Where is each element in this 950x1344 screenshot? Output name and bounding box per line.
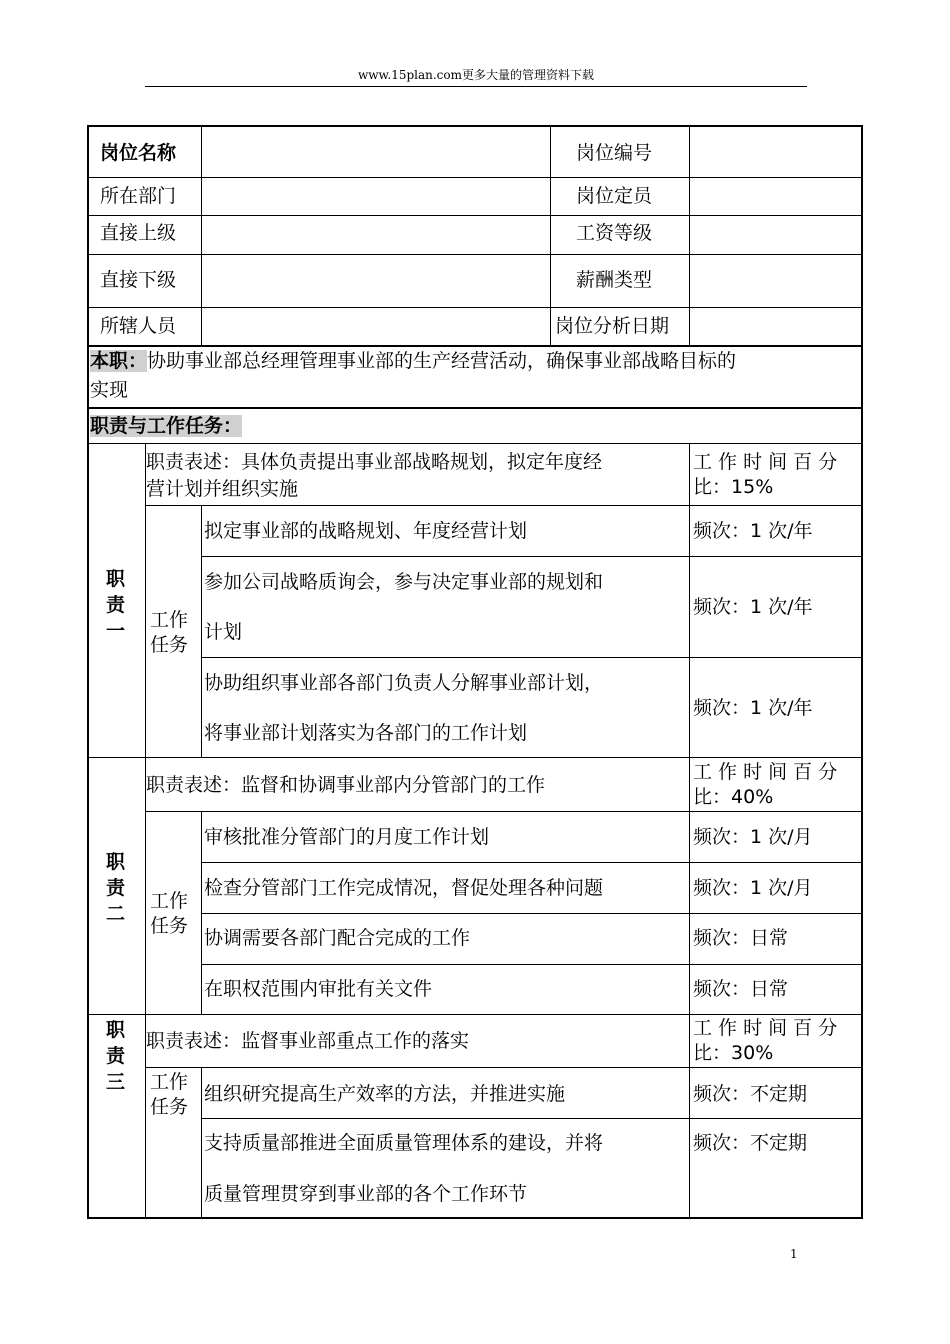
duty-1-task-label: 工作 任务 [150,609,189,656]
duty-1-task-1-freq: 频次：1 次/年 [693,520,813,542]
duty-3-pct-line1: 工 作 时 间 百 分 [693,1017,838,1039]
job-title-label: 岗位名称 [100,142,177,164]
duty-1-task-3: 协助组织事业部各部门负责人分解事业部计划， [204,672,604,694]
header-divider [145,86,807,87]
duty-3-task-1: 组织研究提高生产效率的方法，并推进实施 [204,1083,566,1105]
duty-1-task-2-cont: 计划 [204,621,243,643]
summary-label: 本职： [90,350,148,372]
duty-2-pct-line1: 工 作 时 间 百 分 [693,761,838,783]
duty-2-task-4-freq: 频次：日常 [693,978,789,1000]
duty-1-pct-line1: 工 作 时 间 百 分 [693,451,838,473]
duty-1-task-2-freq: 频次：1 次/年 [693,596,813,618]
duty-3-pct: 比：30% [693,1042,774,1064]
analysis-date-label: 岗位分析日期 [555,315,670,337]
page-number: 1 [790,1247,798,1261]
superior-label: 直接上级 [100,222,177,244]
department-label: 所在部门 [100,185,177,207]
duty-3-task-label: 工作 任务 [150,1071,189,1118]
subordinate-label: 直接下级 [100,269,177,291]
page-header-text: www.15plan.com更多大量的管理资料下载 [357,68,595,82]
duty-1-pct: 比：15% [693,476,774,498]
summary-text-cont: 实现 [90,379,129,401]
duty-2-task-label: 工作 任务 [150,890,189,937]
duty-1-task-3-cont: 将事业部计划落实为各部门的工作计划 [204,722,528,744]
staff-label: 所辖人员 [100,315,177,337]
duty-3-label: 职 责 三 [106,1019,126,1093]
job-code-label: 岗位编号 [576,142,653,164]
duty-1-task-2: 参加公司战略质询会，参与决定事业部的规划和 [204,571,604,593]
duty-2-task-1: 审核批准分管部门的月度工作计划 [204,826,490,848]
duty-1-task-1: 拟定事业部的战略规划、年度经营计划 [204,520,528,542]
duty-2-task-2: 检查分管部门工作完成情况，督促处理各种问题 [204,877,604,899]
summary-text: 协助事业部总经理管理事业部的生产经营活动，确保事业部战略目标的 [147,350,737,372]
duty-1-desc: 职责表述：具体负责提出事业部战略规划，拟定年度经 [146,451,603,473]
pay-type-label: 薪酬类型 [576,269,653,291]
duty-1-label: 职 责 一 [106,568,126,642]
duty-2-task-3: 协调需要各部门配合完成的工作 [204,927,471,949]
summary [90,349,736,374]
salary-grade-label: 工资等级 [576,222,653,244]
duty-2-desc: 职责表述：监督和协调事业部内分管部门的工作 [146,774,546,796]
duty-2-task-2-freq: 频次：1 次/月 [693,877,813,899]
duty-3-task-2-cont: 质量管理贯穿到事业部的各个工作环节 [204,1183,528,1205]
duty-3-task-2-freq: 频次：不定期 [693,1132,808,1154]
duties-heading: 职责与工作任务： [90,415,243,437]
duty-2-label: 职 责 二 [106,851,126,925]
duty-1-task-3-freq: 频次：1 次/年 [693,697,813,719]
duty-1-desc-cont: 营计划并组织实施 [146,478,299,500]
duty-3-desc: 职责表述：监督事业部重点工作的落实 [146,1030,470,1052]
duty-2-task-3-freq: 频次：日常 [693,927,789,949]
duty-2-task-1-freq: 频次：1 次/月 [693,826,813,848]
duty-3-task-1-freq: 频次：不定期 [693,1083,808,1105]
duty-2-task-4: 在职权范围内审批有关文件 [204,978,433,1000]
duty-2-pct: 比：40% [693,786,774,808]
headcount-label: 岗位定员 [576,185,653,207]
duty-3-task-2: 支持质量部推进全面质量管理体系的建设，并将 [204,1132,604,1154]
